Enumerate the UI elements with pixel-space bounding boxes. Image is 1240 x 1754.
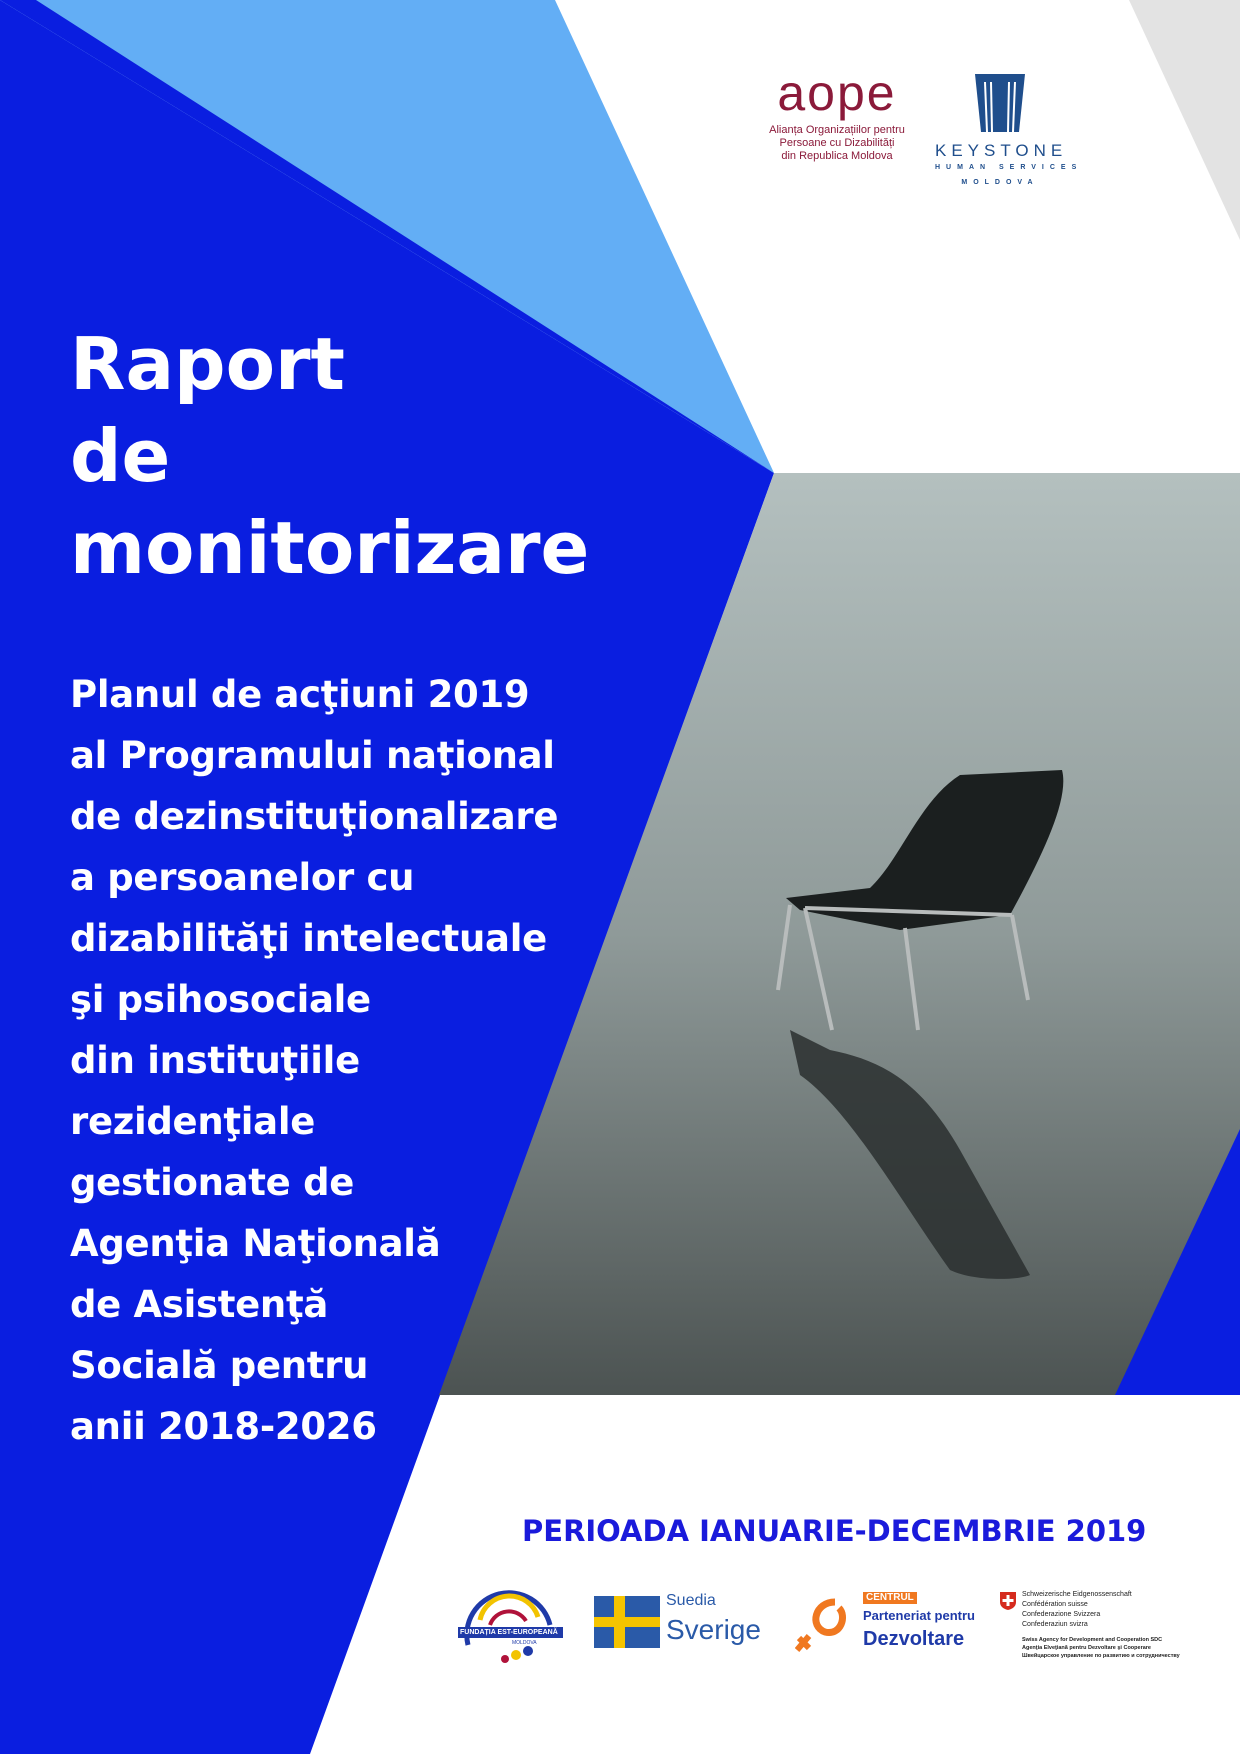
- keystone-tagline: HUMAN SERVICES: [935, 164, 1083, 171]
- subtitle-line: al Programului naţional: [70, 734, 555, 777]
- cpd-logo: [795, 1592, 975, 1658]
- title-line: de: [70, 414, 171, 498]
- swedish-flag-icon: [594, 1596, 660, 1648]
- swiss-line: Confederazione Svizzera: [1022, 1611, 1101, 1618]
- subtitle-line: rezidenţiale: [70, 1100, 315, 1143]
- aope-line: din Republica Moldova: [781, 150, 893, 162]
- swiss-line: Confederaziun svizra: [1022, 1621, 1088, 1628]
- subtitle-line: Planul de acţiuni 2019: [70, 673, 530, 716]
- swiss-agency-line: Швейцарское управление по развитию и сотрудничеству: [1022, 1653, 1180, 1659]
- swiss-agency-line: Agenţia Elveţiană pentru Dezvoltare şi Cooperare: [1022, 1645, 1151, 1651]
- fee-emblem-icon: [458, 1585, 563, 1665]
- sweden-line1: Suedia: [666, 1592, 716, 1609]
- swiss-line: Confédération suisse: [1022, 1601, 1088, 1608]
- title-line: monitorizare: [70, 506, 590, 590]
- title-line: Raport: [70, 322, 345, 406]
- fee-logo: [458, 1585, 563, 1665]
- cpd-line2: Dezvoltare: [863, 1628, 965, 1650]
- cpd-symbol-icon: [795, 1596, 855, 1652]
- cpd-line1: Parteneriat pentru: [863, 1608, 975, 1623]
- sweden-line2: Sverige: [666, 1614, 761, 1645]
- aope-line: Alianța Organizațiilor pentru: [769, 124, 905, 136]
- fee-name: FUNDAȚIA EST-EUROPEANĂ: [460, 1629, 558, 1636]
- subtitle-line: a persoanelor cu: [70, 856, 415, 899]
- swiss-cross-icon: [1000, 1592, 1016, 1610]
- report-subtitle: [70, 664, 558, 1457]
- gray-corner-shape: [1129, 0, 1240, 240]
- keystone-country: MOLDOVA: [961, 179, 1039, 186]
- subtitle-line: dizabilităţi intelectuale: [70, 917, 547, 960]
- subtitle-line: de dezinstituţionalizare: [70, 795, 559, 838]
- keystone-name: KEYSTONE: [935, 141, 1068, 160]
- aope-line: Persoane cu Dizabilități: [779, 137, 895, 149]
- keystone-logo: [935, 72, 1083, 187]
- subtitle-line: şi psihosociale: [70, 978, 371, 1021]
- subtitle-line: Agenţia Naţională: [70, 1222, 441, 1265]
- subtitle-line: Socială pentru: [70, 1344, 369, 1387]
- subtitle-line: din instituţiile: [70, 1039, 360, 1082]
- subtitle-line: anii 2018-2026: [70, 1405, 377, 1448]
- aope-wordmark: aope: [777, 65, 897, 121]
- subtitle-line: de Asistenţă: [70, 1283, 329, 1326]
- cpd-badge: CENTRUL: [863, 1592, 917, 1604]
- report-title: [70, 318, 589, 594]
- subtitle-line: gestionate de: [70, 1161, 355, 1204]
- aope-logo: [752, 62, 922, 163]
- keystone-emblem-icon: [935, 72, 1065, 136]
- swiss-sdc-logo: [1000, 1590, 1200, 1666]
- swiss-agency-line: Swiss Agency for Development and Cooperation SDC: [1022, 1637, 1163, 1643]
- swiss-line: Schweizerische Eidgenossenschaft: [1022, 1591, 1132, 1598]
- fee-country: MOLDOVA: [512, 1640, 537, 1646]
- reporting-period: PERIOADA IANUARIE-DECEMBRIE 2019: [522, 1514, 1147, 1548]
- sweden-logo: [594, 1592, 761, 1654]
